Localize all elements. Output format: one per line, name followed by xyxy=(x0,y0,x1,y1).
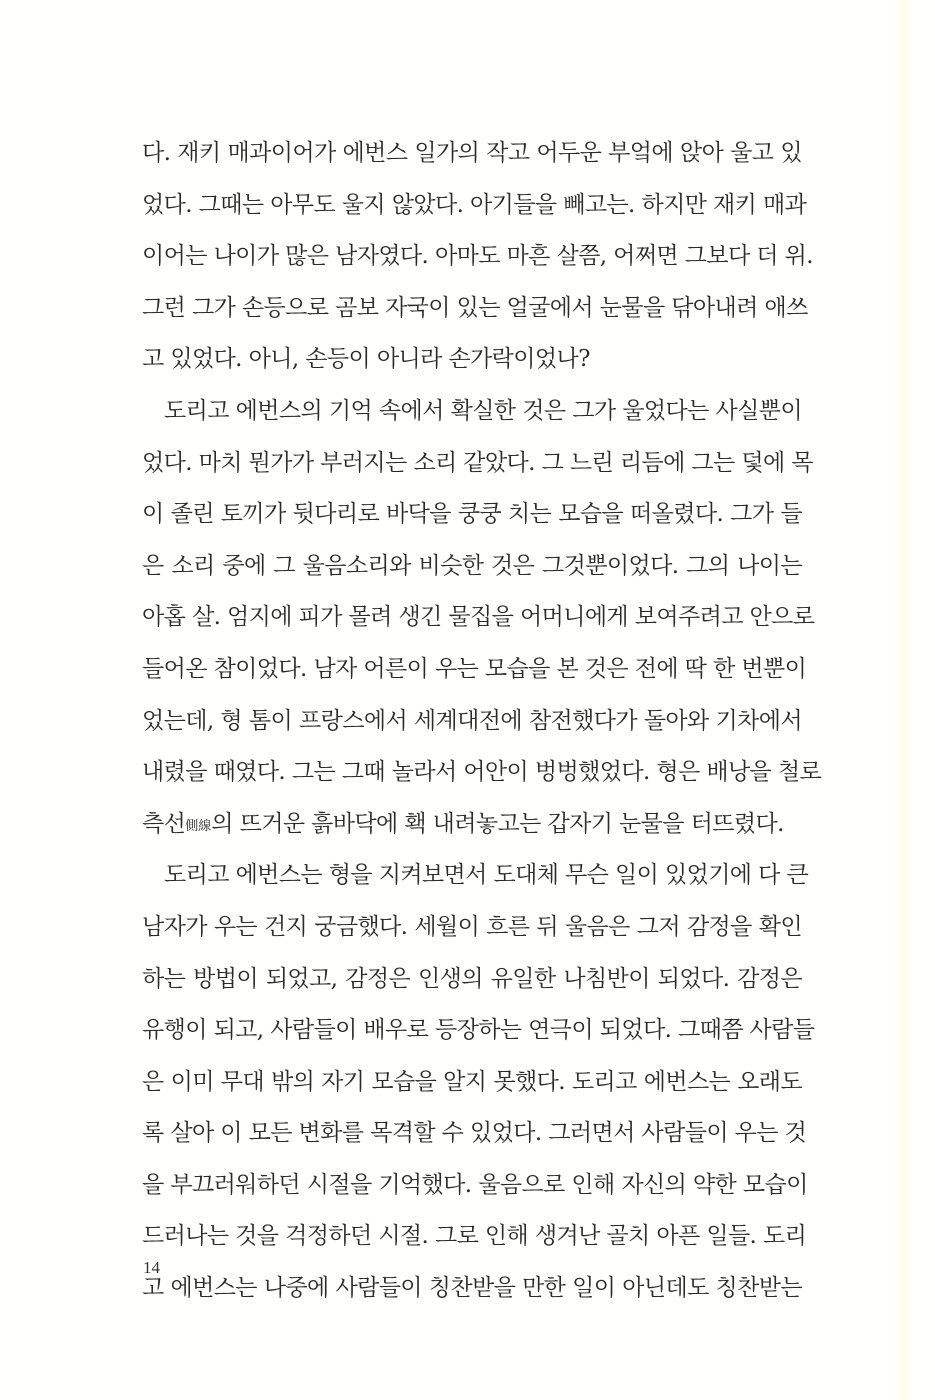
text-line: 은 이미 무대 밖의 자기 모습을 알지 못했다. 도리고 에번스는 오래도 xyxy=(142,1068,802,1095)
text-line: 하는 방법이 되었고, 감정은 인생의 유일한 나침반이 되었다. 감정은 xyxy=(142,965,802,992)
page-number: 14 xyxy=(143,1258,160,1277)
text-segment: 측선 xyxy=(142,810,186,837)
text-line: 드러나는 것을 걱정하던 시절. 그로 인해 생겨난 골치 아픈 일들. 도리 xyxy=(142,1223,807,1250)
page-edge-shadow xyxy=(893,0,913,1400)
text-line: 고 에번스는 나중에 사람들이 칭찬받을 만한 일이 아닌데도 칭찬받는 xyxy=(142,1275,802,1302)
text-line: 이어는 나이가 많은 남자였다. 아마도 마흔 살쯤, 어쩌면 그보다 더 위. xyxy=(142,243,813,270)
body-text xyxy=(142,128,822,1315)
text-line: 록 살아 이 모든 변화를 목격할 수 있었다. 그러면서 사람들이 우는 것 xyxy=(142,1120,807,1147)
text-line: 은 소리 중에 그 울음소리와 비슷한 것은 그것뿐이었다. 그의 나이는 xyxy=(142,552,802,579)
text-line: 을 부끄러워하던 시절을 기억했다. 울음으로 인해 자신의 약한 모습이 xyxy=(142,1171,808,1198)
text-line: 유행이 되고, 사람들이 배우로 등장하는 연극이 되었다. 그때쯤 사람들 xyxy=(142,1017,815,1044)
hanja-annotation: 側線 xyxy=(185,818,212,834)
text-line: 남자가 우는 건지 궁금했다. 세월이 흐른 뒤 울음은 그저 감정을 확인 xyxy=(142,913,802,940)
text-line: 다. 재키 매과이어가 에번스 일가의 작고 어두운 부엌에 앉아 울고 있 xyxy=(142,140,802,166)
text-line: 고 있었다. 아니, 손등이 아니라 손가락이었나? xyxy=(142,346,590,373)
text-line: 내렸을 때였다. 그는 그때 놀라서 어안이 벙벙했었다. 형은 배낭을 철로 xyxy=(142,759,822,786)
text-line: 었다. 그때는 아무도 울지 않았다. 아기들을 빼고는. 하지만 재키 매과 xyxy=(142,191,807,218)
text-line: 이 졸린 토끼가 뒷다리로 바닥을 쿵쿵 치는 모습을 떠올렸다. 그가 들 xyxy=(142,501,802,528)
text-line: 그런 그가 손등으로 곰보 자국이 있는 얼굴에서 눈물을 닦아내려 애쓰 xyxy=(142,294,808,321)
text-line: 아홉 살. 엄지에 피가 몰려 생긴 물집을 어머니에게 보여주려고 안으로 xyxy=(142,604,815,631)
text-segment: 의 뜨거운 흙바닥에 홱 내려놓고는 갑자기 눈물을 터뜨렸다. xyxy=(211,810,784,837)
text-line: 도리고 에번스의 기억 속에서 확실한 것은 그가 울었다는 사실뿐이 xyxy=(164,397,802,424)
text-line: 었는데, 형 톰이 프랑스에서 세계대전에 참전했다가 돌아와 기차에서 xyxy=(142,707,802,734)
text-line xyxy=(142,799,802,851)
text-line: 들어온 참이었다. 남자 어른이 우는 모습을 본 것은 전에 딱 한 번뿐이 xyxy=(142,655,807,682)
text-line: 었다. 마치 뭔가가 부러지는 소리 같았다. 그 느린 리듬에 그는 덫에 목 xyxy=(142,449,813,476)
text-line: 도리고 에번스는 형을 지켜보면서 도대체 무슨 일이 있었기에 다 큰 xyxy=(164,862,809,889)
